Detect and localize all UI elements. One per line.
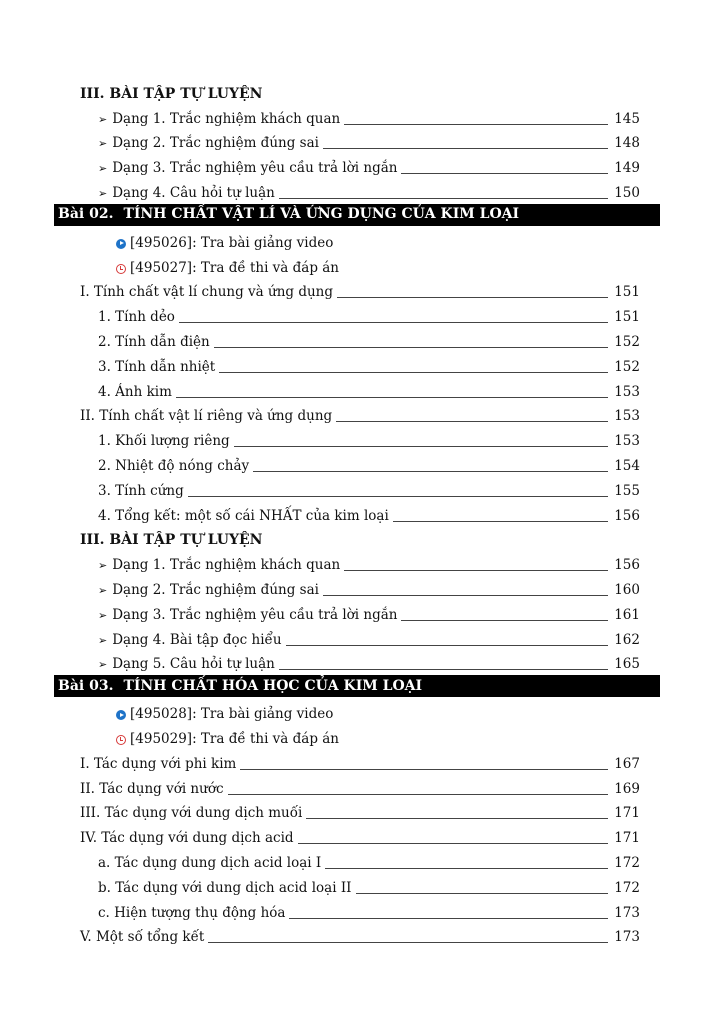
section-heading <box>0 78 724 103</box>
leader-line <box>286 645 608 646</box>
page-number: 155 <box>614 482 640 499</box>
page-number: 152 <box>614 358 640 375</box>
lesson-title: TÍNH CHẤT VẬT LÍ VÀ ỨNG DỤNG CỦA KIM LOẠI <box>123 206 520 223</box>
toc-entry <box>0 549 724 574</box>
page-number: 151 <box>614 309 640 326</box>
toc-entry-text: 4. Ánh kim <box>98 383 172 400</box>
toc-entry-lead <box>98 185 612 202</box>
leader-line <box>228 794 608 795</box>
leader-line <box>336 421 608 422</box>
toc-entry-lead <box>98 433 612 450</box>
toc-entry <box>0 301 724 326</box>
leader-line <box>356 893 608 894</box>
link-text[interactable]: [495026]: Tra bài giảng video <box>130 234 334 251</box>
leader-line <box>325 868 608 869</box>
page-number: 173 <box>614 929 640 946</box>
toc-entry-lead <box>98 309 612 326</box>
toc-entry <box>0 277 724 302</box>
toc-entry <box>0 326 724 351</box>
clock-icon <box>116 735 126 745</box>
leader-line <box>401 173 608 174</box>
toc-entry-text: Dạng 5. Câu hỏi tự luận <box>112 656 275 673</box>
toc-entry <box>0 897 724 922</box>
arrow-bullet-icon: ➢ <box>98 583 108 597</box>
toc-entry <box>0 773 724 798</box>
toc-entry-lead <box>80 929 612 946</box>
toc-entry-text: 3. Tính cứng <box>98 482 184 499</box>
toc-entry-text: Dạng 4. Bài tập đọc hiểu <box>112 631 282 648</box>
leader-line <box>344 570 608 571</box>
toc-entry-text: Dạng 2. Trắc nghiệm đúng sai <box>112 135 319 152</box>
page-number: 167 <box>614 755 640 772</box>
leader-line <box>179 322 608 323</box>
leader-line <box>234 446 608 447</box>
page-number: 165 <box>614 656 640 673</box>
lesson-number: Bài 03. <box>58 677 114 694</box>
toc-entry-lead <box>98 656 612 673</box>
toc-entry <box>0 922 724 947</box>
toc-entry-lead <box>80 756 612 773</box>
toc-entry <box>0 152 724 177</box>
toc-entry-lead <box>80 830 612 847</box>
toc-entry-text: a. Tác dụng dung dịch acid loại I <box>98 854 322 871</box>
page-number: 172 <box>614 879 640 896</box>
toc-entry <box>0 128 724 153</box>
page-number: 150 <box>614 184 640 201</box>
page-number: 171 <box>614 830 640 847</box>
toc-entry-lead <box>98 458 612 475</box>
exam-answers-link[interactable] <box>0 723 724 748</box>
section-heading-text: III. BÀI TẬP TỰ LUYỆN <box>80 532 263 549</box>
toc-entry-lead <box>98 855 612 872</box>
toc-entry-lead <box>98 632 612 649</box>
toc-entry <box>0 500 724 525</box>
page-number: 148 <box>614 135 640 152</box>
leader-line <box>401 620 608 621</box>
leader-line <box>393 521 608 522</box>
leader-line <box>219 372 608 373</box>
leader-line <box>344 124 608 125</box>
toc-entry-text: 2. Nhiệt độ nóng chảy <box>98 457 250 474</box>
toc-entry <box>0 822 724 847</box>
toc-entry-text: II. Tác dụng với nước <box>80 780 224 797</box>
toc-entry-lead <box>98 135 612 152</box>
page-number: 161 <box>614 606 640 623</box>
toc-entry-text: III. Tác dụng với dung dịch muối <box>80 805 303 822</box>
toc-entry <box>0 599 724 624</box>
video-lecture-link[interactable] <box>0 227 724 252</box>
lesson-title-bar <box>54 204 660 226</box>
page-number: 162 <box>614 631 640 648</box>
exam-answers-link[interactable] <box>0 252 724 277</box>
toc-entry-text: I. Tính chất vật lí chung và ứng dụng <box>80 284 334 301</box>
leader-line <box>323 148 608 149</box>
toc-entry-text: 3. Tính dẫn nhiệt <box>98 358 216 375</box>
toc-entry-lead <box>98 111 612 128</box>
lesson-title-bar <box>54 675 660 697</box>
toc-entry <box>0 475 724 500</box>
leader-line <box>323 595 608 596</box>
play-icon <box>116 239 126 249</box>
page-number: 156 <box>614 507 640 524</box>
page-number: 153 <box>614 383 640 400</box>
toc-entry-lead <box>98 880 612 897</box>
page-number: 173 <box>614 904 640 921</box>
toc-entry-lead <box>98 508 612 525</box>
toc-entry-text: Dạng 2. Trắc nghiệm đúng sai <box>112 581 319 598</box>
page-number: 160 <box>614 581 640 598</box>
leader-line <box>279 198 608 199</box>
toc-entry <box>0 376 724 401</box>
arrow-bullet-icon: ➢ <box>98 162 108 176</box>
toc-entry-lead <box>98 607 612 624</box>
toc-entry <box>0 649 724 674</box>
arrow-bullet-icon: ➢ <box>98 137 108 151</box>
leader-line <box>214 347 608 348</box>
page-number: 149 <box>614 160 640 177</box>
arrow-bullet-icon: ➢ <box>98 658 108 672</box>
page-number: 154 <box>614 457 640 474</box>
toc-entry <box>0 103 724 128</box>
toc-entry-lead <box>98 582 612 599</box>
arrow-bullet-icon: ➢ <box>98 633 108 647</box>
toc-entry-lead <box>80 805 612 822</box>
toc-entry-text: 4. Tổng kết: một số cái NHẤT của kim loại <box>98 507 389 524</box>
toc-entry <box>0 450 724 475</box>
page-number: 145 <box>614 110 640 127</box>
clock-icon <box>116 264 126 274</box>
toc-entry-lead <box>80 284 612 301</box>
toc-entry-text: Dạng 1. Trắc nghiệm khách quan <box>112 110 341 127</box>
toc-entry-lead <box>80 408 612 425</box>
toc-entry-text: Dạng 4. Câu hỏi tự luận <box>112 184 275 201</box>
link-text[interactable]: [495028]: Tra bài giảng video <box>130 706 334 723</box>
leader-line <box>208 942 608 943</box>
toc-entry-lead <box>80 781 612 798</box>
page-number: 169 <box>614 780 640 797</box>
toc-entry-text: c. Hiện tượng thụ động hóa <box>98 904 286 921</box>
toc-entry <box>0 425 724 450</box>
toc-entry-text: Dạng 3. Trắc nghiệm yêu cầu trả lời ngắn <box>112 160 398 177</box>
toc-entry <box>0 574 724 599</box>
toc-entry-lead <box>98 557 612 574</box>
leader-line <box>188 496 608 497</box>
toc-entry <box>0 177 724 202</box>
toc-entry <box>0 748 724 773</box>
leader-line <box>240 769 608 770</box>
link-text[interactable]: [495027]: Tra đề thi và đáp án <box>130 259 340 276</box>
page-number: 156 <box>614 557 640 574</box>
link-text[interactable]: [495029]: Tra đề thi và đáp án <box>130 730 340 747</box>
page-number: 152 <box>614 333 640 350</box>
toc-entry <box>0 401 724 426</box>
arrow-bullet-icon: ➢ <box>98 112 108 126</box>
page-number: 171 <box>614 805 640 822</box>
leader-line <box>298 843 608 844</box>
toc-entry-lead <box>98 384 612 401</box>
toc-entry-text: Dạng 3. Trắc nghiệm yêu cầu trả lời ngắn <box>112 606 398 623</box>
toc-entry <box>0 624 724 649</box>
section-heading-text: III. BÀI TẬP TỰ LUYỆN <box>80 85 263 102</box>
toc-entry-text: II. Tính chất vật lí riêng và ứng dụng <box>80 408 333 425</box>
toc-entry-lead <box>98 160 612 177</box>
leader-line <box>337 297 608 298</box>
table-of-contents <box>0 78 724 946</box>
toc-entry-text: Dạng 1. Trắc nghiệm khách quan <box>112 557 341 574</box>
toc-entry-lead <box>98 905 612 922</box>
page-number: 151 <box>614 284 640 301</box>
toc-entry <box>0 847 724 872</box>
video-lecture-link[interactable] <box>0 698 724 723</box>
page-number: 153 <box>614 408 640 425</box>
page-number: 153 <box>614 433 640 450</box>
section-heading <box>0 525 724 550</box>
toc-entry-lead <box>98 359 612 376</box>
play-icon <box>116 710 126 720</box>
lesson-number: Bài 02. <box>58 206 114 223</box>
toc-entry <box>0 351 724 376</box>
toc-entry-text: 1. Khối lượng riêng <box>98 433 230 450</box>
toc-entry-lead <box>98 483 612 500</box>
toc-entry <box>0 798 724 823</box>
toc-entry-text: 1. Tính dẻo <box>98 309 175 326</box>
leader-line <box>289 918 608 919</box>
toc-entry-text: b. Tác dụng với dung dịch acid loại II <box>98 879 352 896</box>
toc-entry-text: 2. Tính dẫn điện <box>98 333 210 350</box>
leader-line <box>279 669 608 670</box>
page-number: 172 <box>614 854 640 871</box>
arrow-bullet-icon: ➢ <box>98 186 108 200</box>
toc-entry-text: IV. Tác dụng với dung dịch acid <box>80 830 294 847</box>
toc-entry-text: I. Tác dụng với phi kim <box>80 755 237 772</box>
leader-line <box>253 471 608 472</box>
toc-entry-lead <box>98 334 612 351</box>
leader-line <box>306 818 608 819</box>
arrow-bullet-icon: ➢ <box>98 559 108 573</box>
toc-entry-text: V. Một số tổng kết <box>80 929 205 946</box>
leader-line <box>176 397 608 398</box>
arrow-bullet-icon: ➢ <box>98 608 108 622</box>
lesson-title: TÍNH CHẤT HÓA HỌC CỦA KIM LOẠI <box>123 677 423 694</box>
toc-entry <box>0 872 724 897</box>
